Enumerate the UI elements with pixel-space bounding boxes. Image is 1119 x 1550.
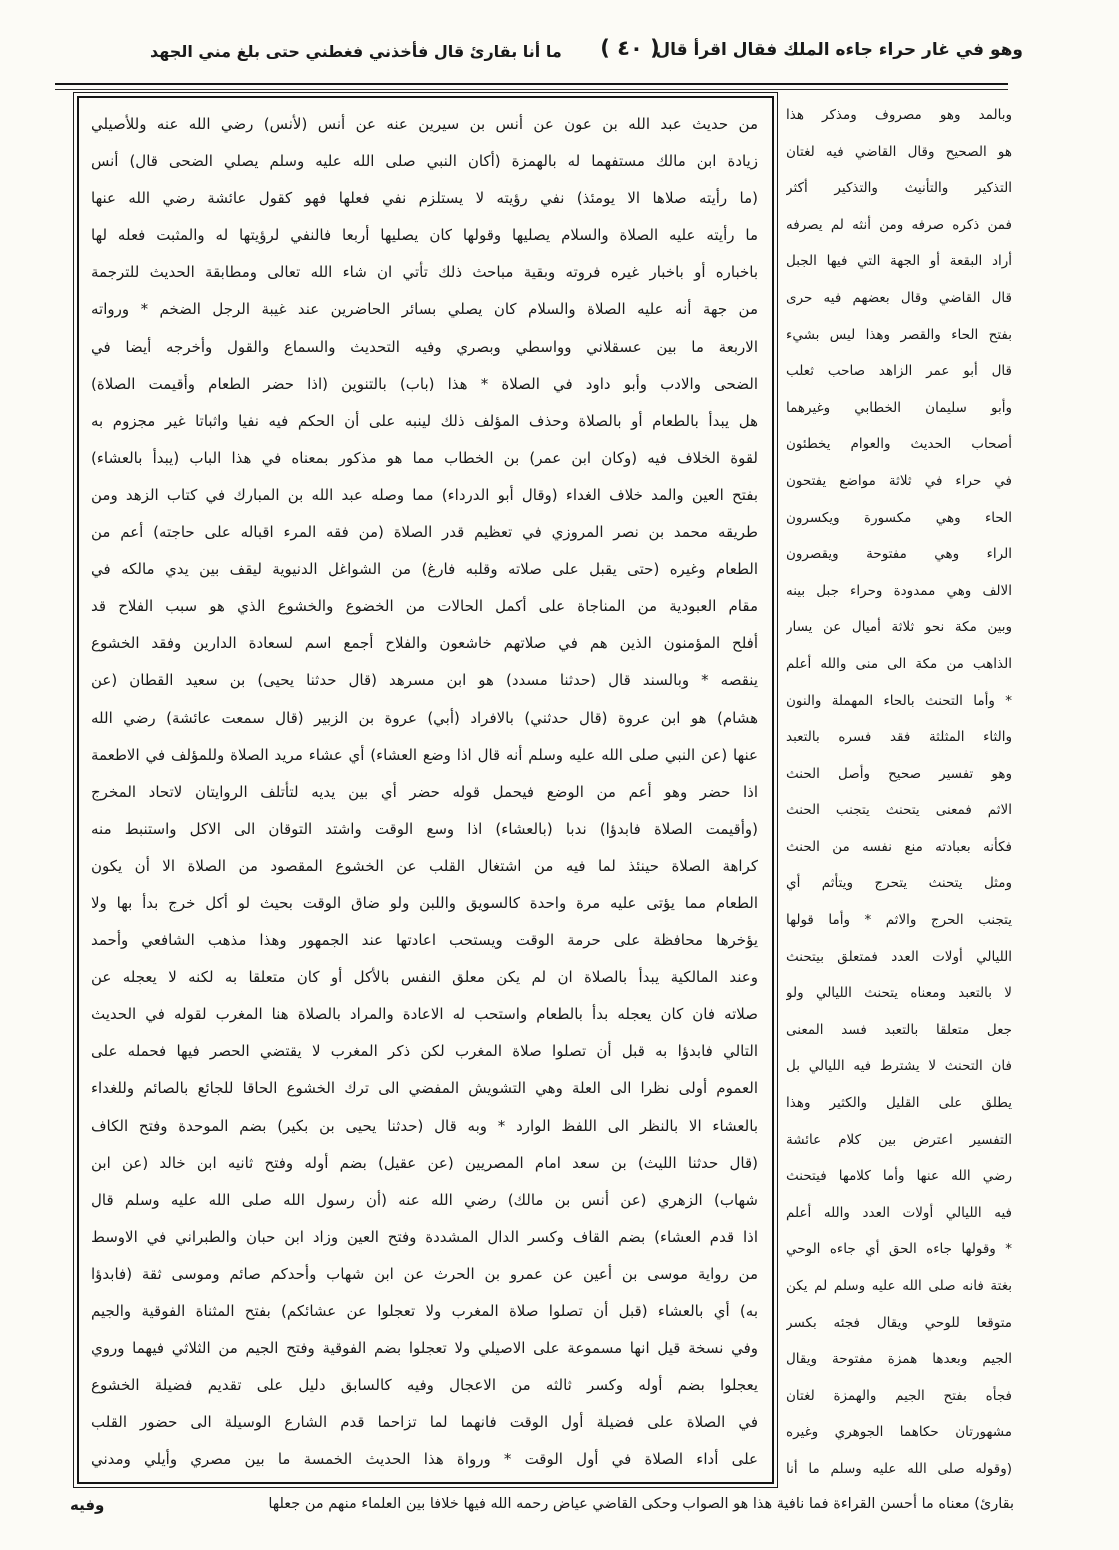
main-text-line: الاربعة ما بين عسقلاني وواسطي وبصري وفيه التحديث والسماع والقول وأخرجه أيضا في (91, 337, 758, 356)
margin-note-line: لا بالتعبد ومعناه يتحنث الليالي ولو (786, 985, 1012, 1002)
margin-note-line: قال أبو عمر الزاهد صاحب ثعلب (786, 363, 1012, 380)
margin-note-line: بغتة فانه صلى الله عليه وسلم لم يكن (786, 1278, 1012, 1294)
main-text-line: مقام العبودية من المناجاة على أكمل الحالات من الخضوع والخشوع الذي هو سبب الفلاح قد (91, 597, 758, 616)
main-text-line: باخباره أو باخبار غيره فروته وبقية مباحث ذلك تأتي ان شاء الله تعالى ومطابقة الحديث للترجمة (91, 263, 758, 282)
main-text-line: عنها (عن النبي صلى الله عليه وسلم أنه قال اذا وضع العشاء) أي عشاء مريد الصلاة وللمؤلف في الاطعمة (91, 745, 758, 764)
margin-note-line: الاثم فمعنى يتحنث يتجنب الحنث (786, 802, 1012, 819)
margin-note-line: وأبو سليمان الخطابي وغيرهما (786, 399, 1012, 416)
main-text-line: في الصلاة على فضيلة أول الوقت فانهما لما تزاحما قدم الشارع الوسيلة الى حضور القلب (91, 1413, 758, 1432)
main-text-line: اذا قدم العشاء) بضم القاف وكسر الدال المشددة وفتح العين وزاد ابن حبان والطبراني في الاوسط (91, 1227, 758, 1246)
main-text-line: وفي نسخة قيل انها مسموعة على الاصيلي ولا تعجلوا بضم الفوقية وفتح الجيم من الثلاثي فيهما وروي (91, 1339, 758, 1358)
main-text-line: العموم أولى نظرا الى العلة وهي التشويش المفضي الى ترك الخشوع الحاقا للجائع بالصائم وللغداء (91, 1079, 758, 1098)
margin-notes-column (786, 97, 1012, 1489)
main-text-line: (وأقيمت الصلاة فابدؤا) ندبا (بالعشاء) اذا وسع الوقت واشتد التوقان الى الاكل واستنبط منه (91, 819, 758, 838)
margin-note-line: قال القاضي وقال بعضهم فيه حرى (786, 289, 1012, 306)
main-text-line: طريقه محمد بن نصر المروزي في تعظيم قدر الصلاة (من فقه المرء اقباله على حاجته) أعم من (91, 523, 758, 542)
main-text-block (77, 96, 774, 1484)
main-text-line: الضحى والادب وأبو داود في الصلاة * هذا (باب) بالتنوين (اذا حضر الطعام وأقيمت الصلاة) (91, 374, 758, 393)
main-text-frame (73, 92, 778, 1488)
running-header-left: ما أنا بقارئ قال فأخذني فغطني حتى بلغ مني الجهد (150, 42, 562, 61)
main-text-line: أفلح المؤمنون الذين هم في صلاتهم خاشعون والفلاح أجمع اسم لسعادة الدارين وفقد الخشوع (91, 634, 758, 653)
margin-note-line: بفتح الحاء والقصر وهذا ليس بشيء (786, 326, 1012, 343)
margin-note-line: يتجنب الحرج والاثم * وأما قولها (786, 912, 1012, 929)
margin-note-line: رضي الله عنها وأما كلامها فيتحنث (786, 1168, 1012, 1185)
margin-note-line: فمن ذكره صرفه ومن أنثه لم يصرفه (786, 216, 1012, 233)
margin-note-line: يطلق على القليل والكثير وهذا (786, 1095, 1012, 1112)
main-text-line: من جهة أنه عليه الصلاة والسلام كان يصلي بسائر الحاضرين عند غيبة الرجل الضخم * ورواته (91, 300, 758, 319)
main-text-line: به) أي بالعشاء (قبل أن تصلوا صلاة المغرب ولا تعجلوا عن عشائكم) بفتح المثناة الفوقية والجيم (91, 1302, 758, 1320)
margin-note-line: الليالي أولات العدد فمتعلق بيتحنث (786, 948, 1012, 965)
margin-note-line: هو الصحيح وقال القاضي فيه لغتان (786, 143, 1012, 160)
margin-note-line: مشهورتان حكاهما الجوهري وغيره (786, 1424, 1012, 1441)
main-text-line: شهاب) الزهري (عن أنس بن مالك) رضي الله عنه (أن رسول الله صلى الله عليه وسلم قال (91, 1190, 758, 1209)
margin-note-line: جعل متعلقا بالتعبد فسد المعنى (786, 1021, 1012, 1038)
margin-note-line: الذاهب من مكة الى منى والله أعلم (786, 655, 1012, 672)
margin-note-line: الالف وهي ممدودة وحراء جبل بينه (786, 582, 1012, 599)
main-text-line: (قال حدثنا الليث) بن سعد امام المصريين (عن عقيل) بضم أوله وفتح ثانيه ابن خالد (عن ابن (91, 1153, 758, 1172)
main-text-line: لقوة الخلاف فيه (وكان ابن عمر) بن الخطاب مما هو مذكور بمعناه في هذا الباب (يبدأ بالعشاء) (91, 448, 758, 467)
margin-note-line: * وقولها جاءه الحق أي جاءه الوحي (786, 1241, 1012, 1258)
margin-note-line: متوقعا للوحي ويقال فجئه بكسر (786, 1314, 1012, 1331)
margin-note-line: الراء وهي مفتوحة ويقصرون (786, 546, 1012, 563)
main-text-line: الطعام مما يؤتى عليه مرة واحدة كالسويق واللبن ولو ضاق الوقت بحيث لو أكل خرج بدأ بها ولا (91, 893, 758, 912)
main-text-line: هشام) هو ابن عروة (قال حدثني) بالافراد (أبي) عروة بن الزبير (قال سمعت عائشة) رضي الله (91, 708, 758, 727)
margin-note-line: ومثل يتحنث يتحرج ويتأثم أي (786, 875, 1012, 892)
footer-line (58, 1496, 1014, 1514)
margin-note-line: الحاء وهي مكسورة ويكسرون (786, 509, 1012, 526)
main-text-line: اذا حضر وهو أعم من الوضع فيحمل قوله حضر أي بين يديه لتأتلف الروايتان لاتحاد المخرج (91, 782, 758, 801)
main-text-line: هل يبدأ بالطعام أو بالصلاة وحذف المؤلف ذلك لينبه على أن الحكم فيه نفيا واثباتا غير مجزوم به (91, 411, 758, 430)
main-text-line: كراهة الصلاة حينئذ لما فيه من اشتغال القلب عن الخشوع المقصود من الصلاة الا أن يكون (91, 856, 758, 875)
main-text-line: من حديث عبد الله بن عون عن أنس بن سيرين عنه عن أنس (لأنس) رضي الله عنه وللأصيلي (91, 115, 758, 133)
main-text-line: (ما رأيته صلاها الا يومئذ) نفي رؤيته لا يستلزم نفي فعلها فهو كقول عائشة رضي الله عنها (91, 189, 758, 208)
header-rule (55, 83, 1008, 90)
main-text-line: الطعام وغيره (حتى يقبل على صلاته وقلبه فارغ) من الشواغل الدنيوية ليقف بين يدي مالكه في (91, 560, 758, 579)
margin-note-line: فكأنه بعبادته منع نفسه من الحنث (786, 838, 1012, 855)
margin-note-line: فان التحنث لا يشترط فيه الليالي بل (786, 1058, 1012, 1075)
margin-note-line: أصحاب الحديث والعوام يخطئون (786, 436, 1012, 453)
main-text-line: بفتح العين والمد خلاف الغداء (وقال أبو الدرداء) مما وصله عبد الله بن المبارك في كتاب الزهد ومن (91, 485, 758, 504)
main-text-line: من رواية موسى بن أعين عن عمرو بن الحرث عن ابن شهاب وأحدكم صائم وموسى ثقة (فابدؤا (91, 1264, 758, 1283)
page-number: ( ٤٠ ) (600, 36, 660, 60)
margin-note-line: * وأما التحنث بالحاء المهملة والنون (786, 692, 1012, 709)
running-header-right: وهو في غار حراء جاءه الملك فقال اقرأ قال (655, 40, 1023, 60)
margin-note-line: والثاء المثلثة فقد فسره بالتعبد (786, 729, 1012, 746)
margin-note-line: التذكير والتأنيث والتذكير أكثر (786, 180, 1012, 197)
margin-note-line: التفسير اعترض بين كلام عائشة (786, 1131, 1012, 1148)
main-text-line: التالي فابدؤا به قبل أن تصلوا صلاة المغرب لكن ذكر المغرب لا يقتضي الحصر فيها فحمله على (91, 1042, 758, 1061)
main-text-line: ينقصه * وبالسند قال (حدثنا مسدد) هو ابن مسرهد (قال حدثنا يحيى) بن سعيد القطان (عن (91, 671, 758, 690)
footer-text: بقارئ) معناه ما أحسن القراءة فما نافية هذا هو الصواب وحكى القاضي عياض رحمه الله فيها خلافا بين العلماء منهم من جعلها (268, 1496, 1014, 1512)
main-text-line: ما رأيته عليه الصلاة والسلام يصليها وقولها كان يصليها أربعا فالنفي لرؤيتها له والمثبت فعله لها (91, 226, 758, 245)
main-text-line: يعجلوا بضم أوله وكسر ثالثه من الاعجال وفيه كالسابق دليل على تقديم فضيلة الخشوع (91, 1376, 758, 1395)
main-text-line: يؤخرها محافظة على حرمة الوقت ويستحب اعادتها عند الجمهور وهذا مذهب الشافعي وأحمد (91, 931, 758, 950)
main-text-line: بالعشاء الا بالنظر الى اللفظ الوارد * وبه قال (حدثنا يحيى بن بكير) بضم الموحدة وفتح الكاف (91, 1116, 758, 1135)
margin-note-line: في حراء في ثلاثة مواضع يفتحون (786, 472, 1012, 489)
margin-note-line: وهو تفسير صحيح وأصل الحنث (786, 765, 1012, 782)
margin-note-line: وبين مكة نحو ثلاثة أميال عن يسار (786, 619, 1012, 636)
margin-note-line: الجيم وبعدها همزة مفتوحة ويقال (786, 1351, 1012, 1368)
margin-note-line: فجأه بفتح الجيم والهمزة لغتان (786, 1387, 1012, 1404)
main-text-line: وعند المالكية يبدأ بالصلاة ان لم يكن معلق النفس بالأكل أو كان متعلقا به لكنه لا يعجله عن (91, 968, 758, 987)
margin-note-line: (وقوله صلى الله عليه وسلم ما أنا (786, 1460, 1012, 1477)
margin-note-line: وبالمد وهو مصروف ومذكر هذا (786, 107, 1012, 123)
main-text-line: زيادة ابن مالك مستفهما له بالهمزة (أكان النبي صلى الله عليه وسلم يصلي الضحى قال) أنس (91, 152, 758, 171)
catchword: وفيه (70, 1496, 105, 1514)
main-text-line: صلاته فان كان يعجله بدأ بالطعام واستحب له الاعادة والمراد بالصلاة هنا المغرب لقوله في الحديث (91, 1005, 758, 1024)
main-text-line: على أداء الصلاة في أول الوقت * ورواة هذا الحديث الخمسة ما بين مصري وأيلي ومدني (91, 1450, 758, 1469)
margin-note-line: فيه الليالي أولات العدد والله أعلم (786, 1204, 1012, 1221)
margin-note-line: أراد البقعة أو الجهة التي فيها الجبل (786, 253, 1012, 270)
